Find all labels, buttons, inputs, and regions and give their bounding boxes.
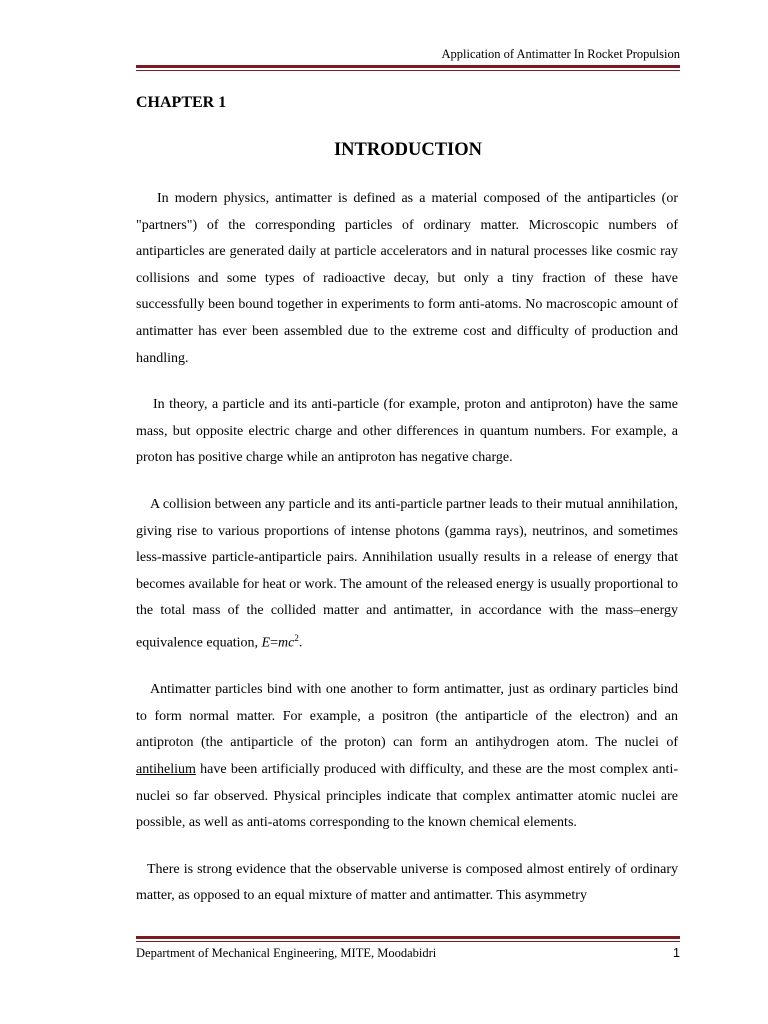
- antihelium-link[interactable]: antihelium: [136, 761, 196, 777]
- body-text: [136, 186, 678, 910]
- equation-superscript: 2: [294, 632, 299, 643]
- paragraph-3-text: A collision between any particle and its anti-particle partner leads to their mutual annihilation, giving rise to various proportions of intense photons (gamma rays), neutrinos, and sometimes less-massive particle-antiparticle pairs. Annihilation usually results in a release of energy that becomes available for heat or work. The amount of the released energy is usually proportional to the total mass of the collided matter and antimatter, in accordance with the mass–energy equivalence equation,: [136, 496, 678, 651]
- footer-rule-thick: [136, 936, 680, 939]
- header-rule-thin: [136, 70, 680, 71]
- chapter-label: CHAPTER 1: [136, 94, 227, 111]
- page-number: 1: [673, 946, 680, 960]
- paragraph-3: [136, 492, 678, 657]
- paragraph-4-text-b: have been artificially produced with difficulty, and these are the most complex anti-nuclei so far observed. Physical principles indicate that complex antimatter atomic nuclei are possible, as well as anti-atoms corresponding to the known chemical elements.: [136, 761, 678, 831]
- equation-e: E: [261, 635, 271, 651]
- equation-mc: mc: [278, 635, 295, 651]
- paragraph-4-text-a: Antimatter particles bind with one another to form antimatter, just as ordinary particles bind to form normal matter. For example, a positron (the antiparticle of the electron) and an antiproton (the antiparticle of the proton) can form an antihydrogen atom. The nuclei of: [136, 682, 678, 751]
- running-header: Application of Antimatter In Rocket Propulsion: [441, 47, 680, 61]
- footer-rule-thin: [136, 941, 680, 942]
- footer-department: Department of Mechanical Engineering, MITE, Moodabidri: [136, 946, 437, 960]
- paragraph-5: There is strong evidence that the observable universe is composed almost entirely of ordinary matter, as opposed to an equal mixture of matter and antimatter. This asymmetry: [136, 861, 678, 904]
- paragraph-4: [136, 677, 678, 837]
- paragraph-2: In theory, a particle and its anti-particle (for example, proton and antiproton) have the same mass, but opposite electric charge and other differences in quantum numbers. For example, a proton has positive charge while an antiproton has negative charge.: [136, 397, 678, 466]
- section-title: INTRODUCTION: [333, 140, 483, 160]
- header-rule-thick: [136, 65, 680, 68]
- paragraph-1: In modern physics, antimatter is defined as a material composed of the antiparticles (or "partners") of the corresponding particles of ordinary matter. Microscopic numbers of antiparticles are generated daily at particle accelerators and in natural processes like cosmic ray collisions and some types of radioactive decay, but only a tiny fraction of these have successfully been bound together in experiments to form anti-atoms. No macroscopic amount of antimatter has ever been assembled due to the extreme cost and difficulty of production and handling.: [136, 191, 678, 366]
- paragraph-3-end: .: [298, 635, 303, 651]
- equation-equals: =: [270, 635, 279, 651]
